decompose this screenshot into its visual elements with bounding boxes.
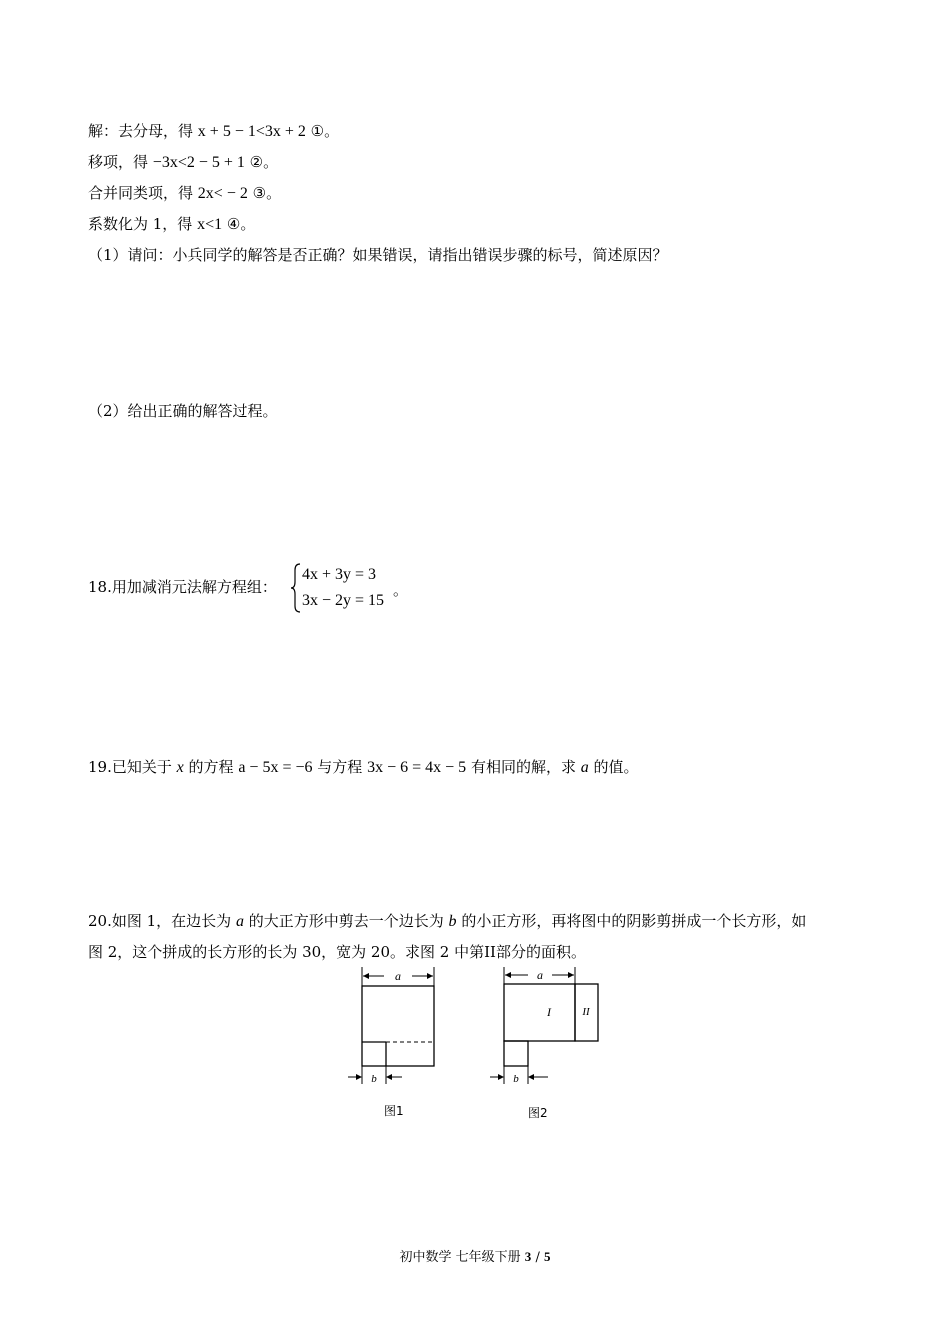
q19-equation-a: a − 5x = −6 [238, 759, 313, 776]
q17-part-1: （1）请问：小兵同学的解答是否正确？如果错误，请指出错误步骤的标号，简述原因？ [88, 246, 668, 264]
figure-1-label-b: b [371, 1073, 377, 1085]
q20-part-2: 的大正方形中剪去一个边长为 [248, 912, 444, 930]
step-2-mark: ②。 [249, 153, 279, 171]
q20-part-3: 的小正方形，再将图中的阴影剪拼成一个长方形，如 [461, 912, 807, 930]
figure-2 [486, 964, 606, 1089]
q19-part-3: 与方程 [317, 758, 363, 776]
footer-title: 初中数学 七年级下册 [399, 1250, 521, 1265]
q19-var-a: a [580, 759, 589, 776]
step-3-mark: ③。 [252, 184, 282, 202]
step-2-math: −3x<2 − 5 + 1 [152, 154, 245, 171]
figure-1-caption: 图1 [384, 1104, 404, 1118]
q20-line-2: 图 2，这个拼成的长方形的长为 30，宽为 20。求图 2 中第II部分的面积。 [88, 943, 586, 961]
q19-var-x: x [176, 759, 184, 776]
q20-var-b: b [448, 913, 457, 930]
q19-part-5: 的值。 [593, 758, 639, 776]
q19-part-2: 的方程 [188, 758, 234, 776]
step-1-math: x + 5 − 1<3x + 2 [197, 123, 306, 140]
step-1-mark: ①。 [310, 122, 340, 140]
step-2-prefix: 移项，得 [88, 153, 149, 171]
brace-icon [290, 562, 302, 614]
footer-separator: / [535, 1250, 540, 1265]
figure-2-caption: 图2 [528, 1106, 548, 1120]
footer-page-number: 3 [524, 1249, 532, 1264]
q17-part-2: （2）给出正确的解答过程。 [88, 402, 278, 420]
figure-2-region-2: II [582, 1006, 590, 1018]
solution-step-3 [88, 183, 281, 204]
page-footer [0, 1246, 950, 1265]
q18-tail: 。 [393, 581, 409, 599]
q18-equation-1: 4x + 3y = 3 [302, 566, 377, 583]
figure-2-label-a: a [537, 968, 543, 982]
solution-step-1 [88, 121, 339, 142]
solution-step-2 [88, 152, 278, 173]
step-4-prefix: 系数化为 1，得 [88, 215, 193, 233]
q20-line-1 [88, 911, 806, 932]
figure-2-label-b: b [513, 1073, 519, 1085]
q19-part-4: 有相同的解，求 [470, 758, 576, 776]
step-1-prefix: 解：去分母，得 [88, 122, 194, 140]
q18-equation-2: 3x − 2y = 15 [302, 592, 385, 609]
step-3-prefix: 合并同类项，得 [88, 184, 194, 202]
q18-text: 18.用加减消元法解方程组： [88, 578, 277, 596]
q20-part-1: 20.如图 1，在边长为 [88, 912, 232, 930]
q19-part-1: 19.已知关于 [88, 758, 172, 776]
step-4-mark: ④。 [226, 215, 256, 233]
q20-var-a: a [235, 913, 244, 930]
step-3-math: 2x< − 2 [197, 185, 248, 202]
step-4-math: x<1 [197, 216, 223, 233]
q19-text [88, 757, 639, 778]
solution-step-4 [88, 214, 255, 235]
figure-2-region-1: I [547, 1005, 551, 1019]
q19-equation-b: 3x − 6 = 4x − 5 [367, 759, 467, 776]
footer-page-total: 5 [543, 1249, 551, 1264]
figure-1-label-a: a [395, 969, 401, 983]
figure-1 [344, 964, 454, 1089]
